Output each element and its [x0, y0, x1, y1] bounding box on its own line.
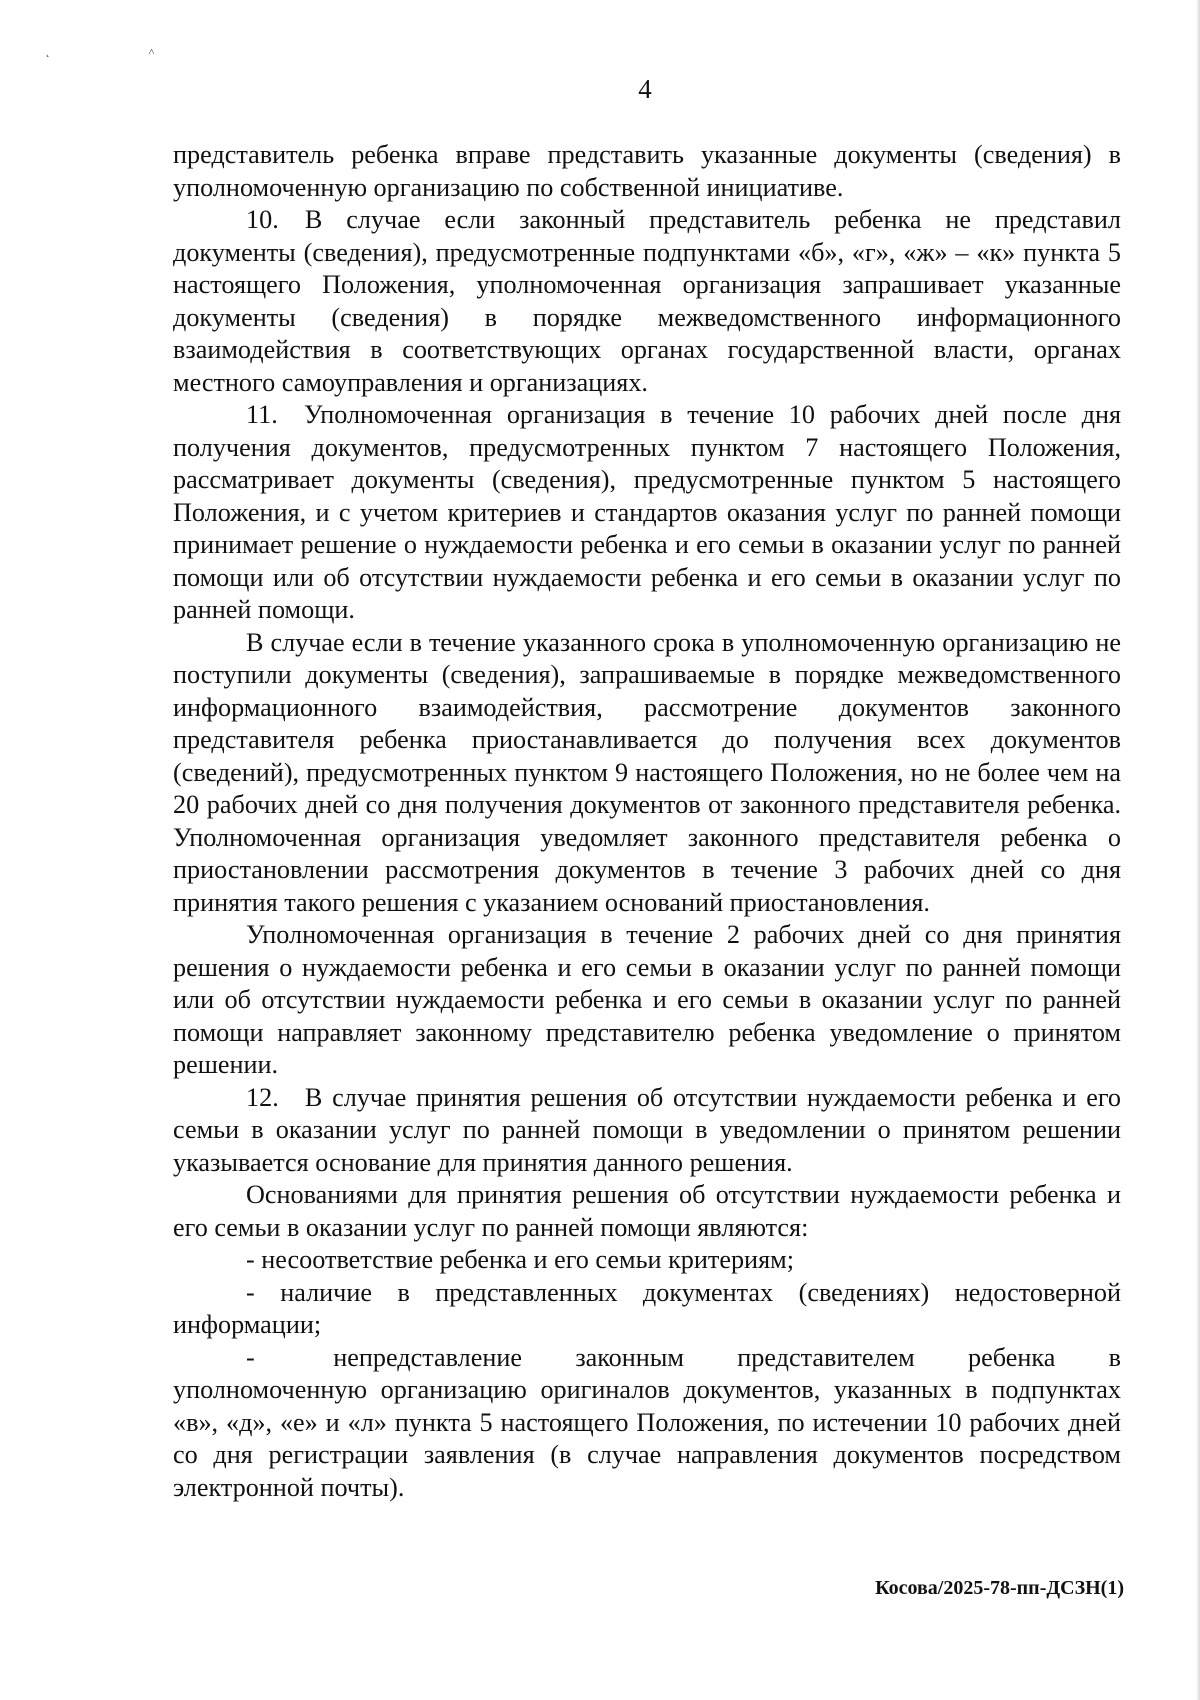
- paragraph-item-10: 10. В случае если законный представитель ребенка не представил документы (сведения), предусмотренные подпунктами «б», «г», «ж» – «к» пункта 5 настоящего Положения, уполномоченная организация запрашивает указанные документы (сведения) в порядке межведомственного информационного взаимодействия в соответствующих органах государственной власти, органах местного самоуправления и организациях.: [173, 205, 1121, 397]
- paragraph-notification: Уполномоченная организация в течение 2 рабочих дней со дня принятия решения о нуждаемости ребенка и его семьи в оказании услуг по ранней помощи или об отсутствии нуждаемости ребенка и его семьи в оказании услуг по ранней помощи направляет законному представителю ребенка уведомление о принятом решении.: [173, 920, 1121, 1079]
- list-item-originals: - непредставление законным представителем ребенка в уполномоченную организацию оригиналов документов, указанных в подпунктах «в», «д», «е» и «л» пункта 5 настоящего Положения, по истечении 10 рабочих дней со дня регистрации заявления (в случае направления документов посредством электронной почты).: [173, 1342, 1121, 1502]
- paragraph-grounds-intro: Основаниями для принятия решения об отсутствии нуждаемости ребенка и его семьи в оказании услуг по ранней помощи являются:: [173, 1180, 1121, 1242]
- paragraph-item-11: 11. Уполномоченная организация в течение 10 рабочих дней после дня получения документов, предусмотренных пунктом 7 настоящего Положения, рассматривает документы (сведения), предусмотренные пунктом 5 настоящего Положения, и с учетом критериев и стандартов оказания услуг по ранней помощи принимает решение о нуждаемости ребенка и его семьи в оказании услуг по ранней помощи или об отсутствии нуждаемости ребенка и его семьи в оказании услуг по ранней помощи.: [173, 400, 1121, 624]
- list-item-criteria: - несоответствие ребенка и его семьи критериям;: [246, 1245, 794, 1274]
- scan-marks: ˛ ˄: [46, 46, 203, 58]
- document-body: [173, 139, 1121, 1504]
- page-edge-shadow: [1196, 0, 1200, 1700]
- paragraph-item-12: 12. В случае принятия решения об отсутствии нуждаемости ребенка и его семьи в оказании услуг по ранней помощи в уведомлении о принятом решении указывается основание для принятия данного решения.: [173, 1082, 1121, 1177]
- document-code: Косова/2025-78-пп-ДСЗН(1): [875, 1577, 1124, 1599]
- list-item-false-info: - наличие в представленных документах (сведениях) недостоверной информации;: [173, 1277, 1121, 1339]
- page-number: 4: [638, 74, 652, 104]
- paragraph-suspension: В случае если в течение указанного срока в уполномоченную организацию не поступили документы (сведения), запрашиваемые в порядке межведомственного информационного взаимодействия, рассмотрение документов законного представителя ребенка приостанавливается до получения всех документов (сведений), предусмотренных пунктом 9 настоящего Положения, но не более чем на 20 рабочих дней со дня получения документов от законного представителя ребенка. Уполномоченная организация уведомляет законного представителя ребенка о приостановлении рассмотрения документов в течение 3 рабочих дней со дня принятия такого решения с указанием оснований приостановления.: [173, 627, 1121, 917]
- paragraph-continuation: представитель ребенка вправе представить указанные документы (сведения) в уполномоченную организацию по собственной инициативе.: [173, 140, 1121, 202]
